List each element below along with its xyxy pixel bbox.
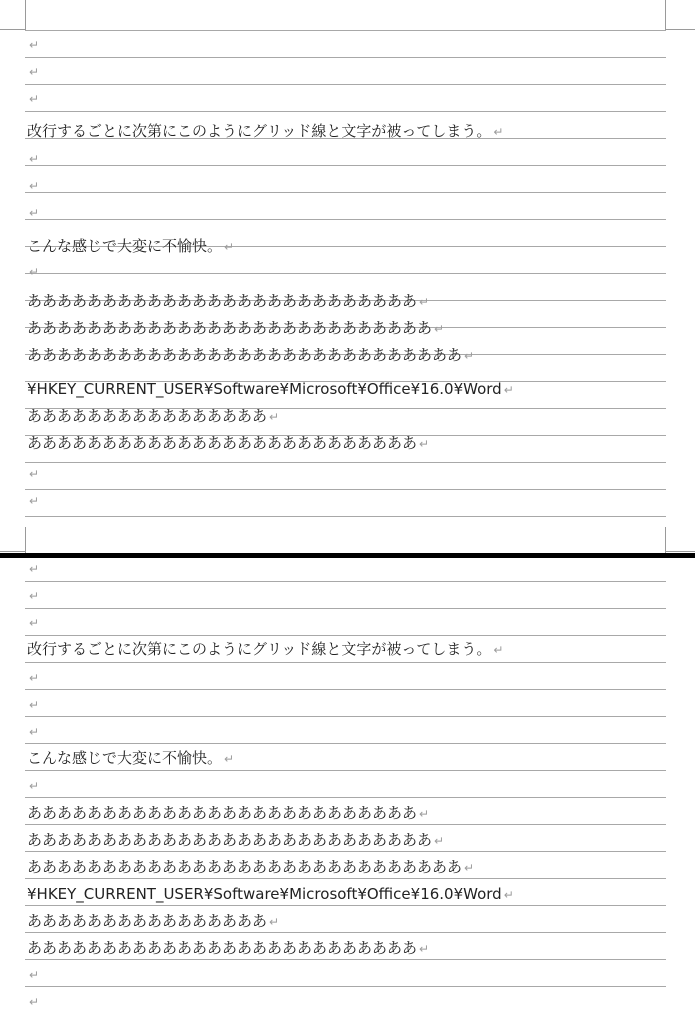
paragraph[interactable] — [27, 150, 39, 168]
paragraph-mark-icon: ↵ — [434, 834, 445, 848]
grid-line — [25, 662, 666, 663]
grid-line — [25, 57, 666, 58]
grid-line — [25, 111, 666, 112]
paragraph-mark-icon: ↵ — [29, 995, 40, 1009]
margin-crop-mark — [665, 527, 666, 553]
paragraph-mark-icon: ↵ — [464, 861, 475, 875]
paragraph-text: ¥HKEY_CURRENT_USER¥Software¥Microsoft¥Office¥16.0¥Word — [27, 885, 502, 903]
grid-line — [25, 581, 666, 582]
grid-line — [25, 84, 666, 85]
grid-line — [25, 462, 666, 463]
grid-line — [25, 30, 666, 31]
paragraph[interactable] — [27, 263, 39, 281]
paragraph-mark-icon: ↵ — [224, 240, 235, 254]
paragraph-mark-icon: ↵ — [29, 968, 40, 982]
paragraph-text: ああああああああああああああああああああああああああ — [27, 804, 418, 822]
paragraph-mark-icon: ↵ — [29, 589, 40, 603]
grid-line — [25, 770, 666, 771]
paragraph-mark-icon: ↵ — [493, 125, 504, 139]
paragraph[interactable] — [27, 292, 429, 311]
paragraph[interactable] — [27, 804, 429, 823]
paragraph-mark-icon: ↵ — [29, 562, 40, 576]
paragraph[interactable] — [27, 858, 474, 877]
paragraph[interactable] — [27, 63, 39, 81]
paragraph-mark-icon: ↵ — [29, 671, 40, 685]
paragraph[interactable] — [27, 434, 429, 453]
grid-line — [25, 797, 666, 798]
paragraph-text: あああああああああああああああああああああああああああ — [27, 831, 433, 849]
paragraph[interactable] — [27, 614, 39, 632]
paragraph[interactable] — [27, 669, 39, 687]
paragraph[interactable] — [27, 346, 474, 365]
paragraph[interactable] — [27, 177, 39, 195]
margin-crop-mark — [666, 551, 695, 552]
paragraph-mark-icon: ↵ — [224, 752, 235, 766]
paragraph[interactable] — [27, 749, 234, 768]
grid-line — [25, 986, 666, 987]
grid-line — [25, 959, 666, 960]
paragraph-mark-icon: ↵ — [29, 38, 40, 52]
grid-line — [25, 905, 666, 906]
paragraph[interactable] — [27, 407, 279, 426]
paragraph-text: ああああああああああああああああ — [27, 407, 268, 425]
grid-line — [25, 165, 666, 166]
paragraph[interactable] — [27, 492, 39, 510]
paragraph-mark-icon: ↵ — [29, 65, 40, 79]
grid-line — [25, 743, 666, 744]
paragraph[interactable] — [27, 696, 39, 714]
grid-line — [25, 192, 666, 193]
paragraph-text: こんな感じで大変に不愉快。 — [27, 749, 223, 767]
paragraph[interactable] — [27, 204, 39, 222]
paragraph[interactable] — [27, 723, 39, 741]
paragraph-text: ¥HKEY_CURRENT_USER¥Software¥Microsoft¥Office¥16.0¥Word — [27, 380, 502, 398]
paragraph-mark-icon: ↵ — [29, 616, 40, 630]
paragraph-mark-icon: ↵ — [269, 915, 280, 929]
margin-crop-mark — [25, 0, 26, 30]
grid-line — [25, 716, 666, 717]
paragraph-text: あああああああああああああああああああああああああああ — [27, 319, 433, 337]
paragraph-text: ああああああああああああああああああああああああああ — [27, 292, 418, 310]
paragraph-text: 改行するごとに次第にこのようにグリッド線と文字が被ってしまう。 — [27, 640, 492, 658]
paragraph[interactable] — [27, 319, 444, 338]
paragraph[interactable] — [27, 36, 39, 54]
grid-line — [25, 219, 666, 220]
paragraph[interactable] — [27, 380, 514, 399]
grid-line — [25, 516, 666, 517]
grid-line — [25, 273, 666, 274]
paragraph[interactable] — [27, 831, 444, 850]
paragraph[interactable] — [27, 587, 39, 605]
grid-line — [25, 608, 666, 609]
paragraph-text: 改行するごとに次第にこのようにグリッド線と文字が被ってしまう。 — [27, 122, 492, 140]
paragraph-text: こんな感じで大変に不愉快。 — [27, 237, 223, 255]
paragraph[interactable] — [27, 122, 503, 141]
paragraph-text: あああああああああああああああああああああああああああああ — [27, 346, 463, 364]
paragraph-mark-icon: ↵ — [29, 467, 40, 481]
paragraph-mark-icon: ↵ — [29, 179, 40, 193]
margin-crop-mark — [665, 0, 666, 30]
paragraph[interactable] — [27, 939, 429, 958]
paragraph-mark-icon: ↵ — [29, 698, 40, 712]
paragraph-mark-icon: ↵ — [503, 383, 514, 397]
paragraph[interactable] — [27, 640, 503, 659]
paragraph-text: ああああああああああああああああ — [27, 912, 268, 930]
paragraph-mark-icon: ↵ — [503, 888, 514, 902]
paragraph-text: あああああああああああああああああああああああああああああ — [27, 858, 463, 876]
grid-line — [25, 932, 666, 933]
grid-line — [25, 878, 666, 879]
grid-line — [25, 824, 666, 825]
paragraph-mark-icon: ↵ — [269, 410, 280, 424]
paragraph[interactable] — [27, 90, 39, 108]
grid-line — [25, 689, 666, 690]
margin-crop-mark — [25, 527, 26, 553]
grid-line — [25, 635, 666, 636]
paragraph-mark-icon: ↵ — [419, 295, 430, 309]
paragraph[interactable] — [27, 912, 279, 931]
paragraph[interactable] — [27, 465, 39, 483]
paragraph-mark-icon: ↵ — [493, 643, 504, 657]
paragraph-mark-icon: ↵ — [419, 437, 430, 451]
paragraph-text: ああああああああああああああああああああああああああ — [27, 434, 418, 452]
paragraph-mark-icon: ↵ — [29, 725, 40, 739]
paragraph-mark-icon: ↵ — [434, 322, 445, 336]
margin-crop-mark — [0, 29, 26, 30]
paragraph-mark-icon: ↵ — [419, 942, 430, 956]
paragraph-mark-icon: ↵ — [29, 494, 40, 508]
paragraph-text: ああああああああああああああああああああああああああ — [27, 939, 418, 957]
margin-crop-mark — [666, 29, 695, 30]
paragraph-mark-icon: ↵ — [29, 206, 40, 220]
paragraph[interactable] — [27, 966, 39, 984]
paragraph-mark-icon: ↵ — [29, 152, 40, 166]
paragraph-mark-icon: ↵ — [464, 349, 475, 363]
paragraph[interactable] — [27, 560, 39, 578]
paragraph-mark-icon: ↵ — [29, 265, 40, 279]
paragraph-mark-icon: ↵ — [29, 92, 40, 106]
paragraph[interactable] — [27, 885, 514, 904]
paragraph[interactable] — [27, 993, 39, 1011]
document-page-bottom[interactable] — [0, 558, 695, 1024]
paragraph-mark-icon: ↵ — [419, 807, 430, 821]
paragraph-mark-icon: ↵ — [29, 779, 40, 793]
grid-line — [25, 489, 666, 490]
paragraph[interactable] — [27, 777, 39, 795]
grid-line — [25, 851, 666, 852]
paragraph[interactable] — [27, 237, 234, 256]
margin-crop-mark — [0, 551, 26, 552]
